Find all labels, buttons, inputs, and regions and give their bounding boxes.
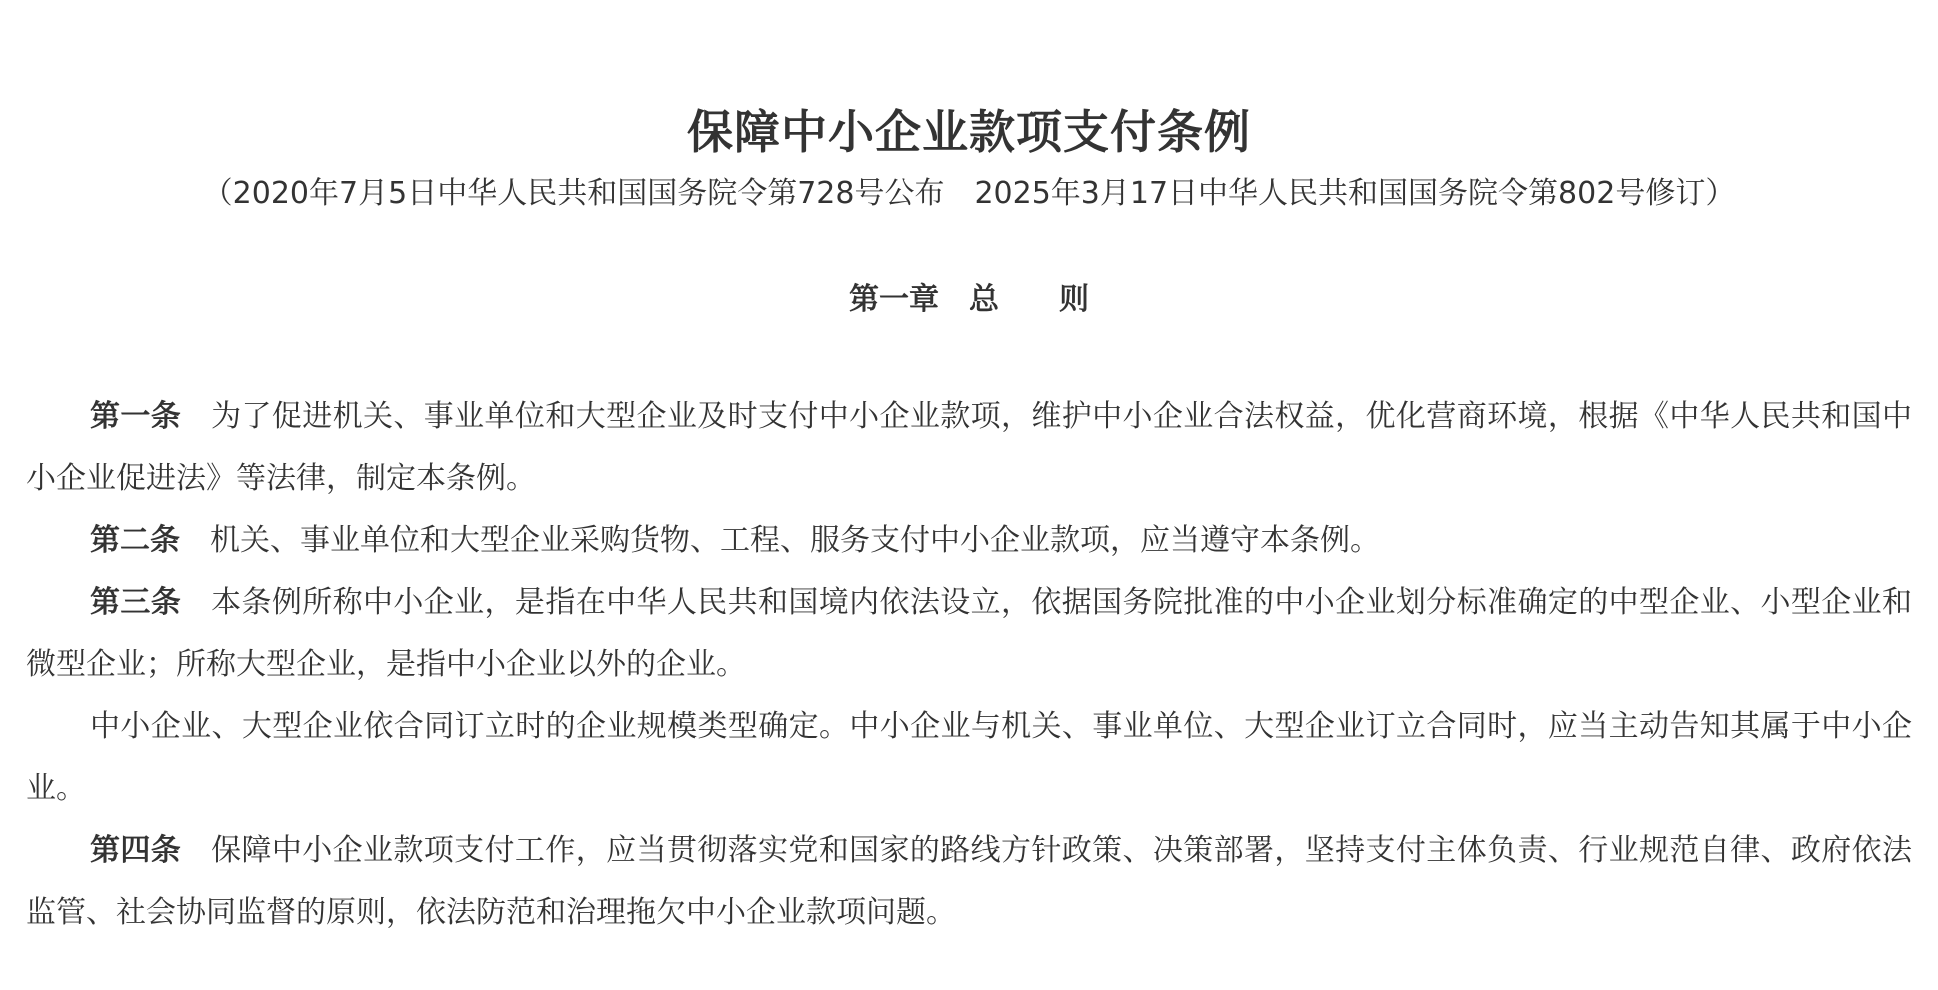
article-number: 第三条 bbox=[90, 585, 182, 620]
article-paragraph bbox=[26, 386, 1912, 510]
article-text: 保障中小企业款项支付工作，应当贯彻落实党和国家的路线方针政策、决策部署，坚持支付主体负责、行业规范自律、政府依法监管、社会协同监督的原则，依法防范和治理拖欠中小企业款项问题。 bbox=[26, 833, 1913, 930]
article-paragraph bbox=[26, 510, 1912, 572]
article-text: 为了促进机关、事业单位和大型企业及时支付中小企业款项，维护中小企业合法权益，优化营商环境，根据《中华人民共和国中小企业促进法》等法律，制定本条例。 bbox=[26, 399, 1913, 496]
article-paragraph bbox=[26, 572, 1912, 696]
chapter-title: 第一章 总 则 bbox=[849, 282, 1089, 317]
article-paragraph bbox=[26, 696, 1912, 820]
article-text: 中小企业、大型企业依合同订立时的企业规模类型确定。中小企业与机关、事业单位、大型企业订立合同时，应当主动告知其属于中小企业。 bbox=[26, 709, 1912, 806]
article-text: 本条例所称中小企业，是指在中华人民共和国境内依法设立，依据国务院批准的中小企业划分标准确定的中型企业、小型企业和微型企业；所称大型企业，是指中小企业以外的企业。 bbox=[26, 585, 1913, 682]
article-list bbox=[26, 386, 1912, 944]
article-paragraph bbox=[26, 820, 1912, 944]
article-text: 机关、事业单位和大型企业采购货物、工程、服务支付中小企业款项，应当遵守本条例。 bbox=[210, 523, 1380, 558]
document-subtitle: （2020年7月5日中华人民共和国国务院令第728号公布 2025年3月17日中华人民共和国国务院令第802号修订） bbox=[202, 176, 1736, 211]
article-number: 第四条 bbox=[90, 833, 182, 868]
article-number: 第一条 bbox=[90, 399, 182, 434]
document-title: 保障中小企业款项支付条例 bbox=[687, 105, 1251, 159]
article-number: 第二条 bbox=[90, 523, 180, 558]
